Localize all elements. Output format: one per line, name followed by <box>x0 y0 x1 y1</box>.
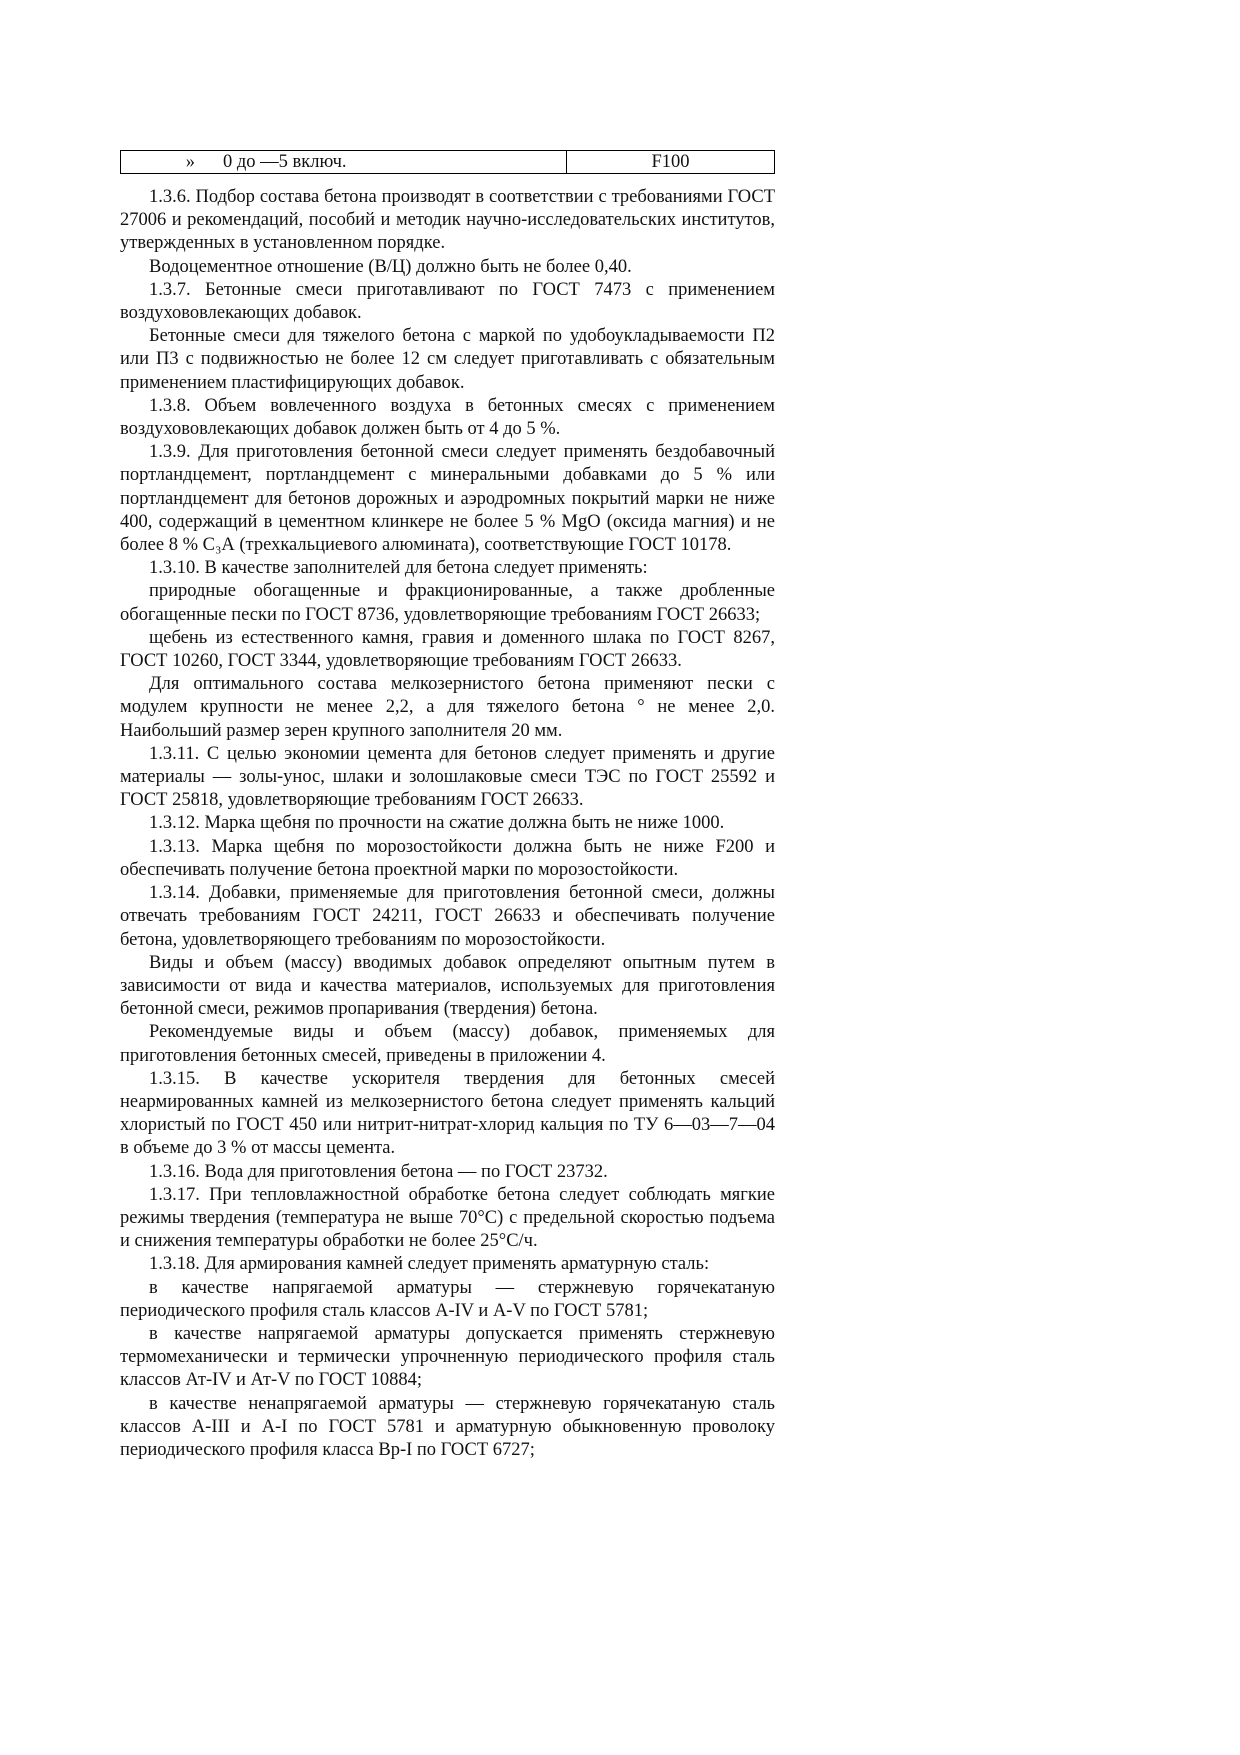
temperature-range-cell <box>121 151 567 174</box>
paragraph: щебень из естественного камня, гравия и доменного шлака по ГОСТ 8267, ГОСТ 10260, ГОСТ 3344, удовлетворяющие требованиям ГОСТ 26633. <box>120 627 775 672</box>
table-row <box>121 151 775 174</box>
paragraph: Рекомендуемые виды и объем (массу) добавок, применяемых для приготовления бетонных смесей, приведены в приложении 4. <box>120 1022 775 1066</box>
paragraph: 1.3.8. Объем вовлеченного воздуха в бетонных смесях с применением воздухововлекающих добавок должен быть от 4 до 5 %. <box>120 395 775 440</box>
paragraph: 1.3.18. Для армирования камней следует применять арматурную сталь: <box>149 1254 710 1275</box>
frost-grade-cell: F100 <box>567 151 775 174</box>
paragraph: 1.3.16. Вода для приготовления бетона — по ГОСТ 23732. <box>149 1161 608 1182</box>
paragraph: в качестве напрягаемой арматуры допускается применять стержневую термомеханически и термически упрочненную периодического профиля сталь классов Ат-IV и Ат-V по ГОСТ 10884; <box>120 1323 775 1391</box>
frost-grade-table <box>120 150 775 174</box>
paragraph: 1.3.14. Добавки, применяемые для приготовления бетонной смеси, должны отвечать требованиям ГОСТ 24211, ГОСТ 26633 и обеспечивать получение бетона, удовлетворяющего требованиям по морозостойкости. <box>120 883 775 950</box>
paragraph: 1.3.6. Подбор состава бетона производят в соответствии с требованиями ГОСТ 27006 и рекомендаций, пособий и методик научно-исследовательских институтов, утвержденных в установленном порядке. <box>120 187 775 254</box>
paragraph: 1.3.9. Для приготовления бетонной смеси следует применять бездобавочный портландцемент, портландцемент с минеральными добавками до 5 % или портландцемент для бетонов дорожных и аэродромных покрытий марки не ниже 400, содержащий в цементном клинкере не более 5 % MgO (оксида магния) и не более 8 % С₃А (трехкальциевого алюмината), соответствующие ГОСТ 10178. <box>120 442 775 556</box>
paragraph: 1.3.11. С целью экономии цемента для бетонов следует применять и другие материалы — золы-унос, шлаки и золошлаковые смеси ТЭС по ГОСТ 25592 и ГОСТ 25818, удовлетворяющие требованиям ГОСТ 26633. <box>120 743 775 811</box>
range-text: 0 до —5 включ. <box>223 151 347 172</box>
paragraph: 1.3.17. При тепловлажностной обработке бетона следует соблюдать мягкие режимы твердения (температура не выше 70°С) с предельной скоростью подъема и снижения температуры обработки не более 25°С/ч. <box>120 1184 775 1252</box>
paragraph: Виды и объем (массу) вводимых добавок определяют опытным путем в зависимости от вида и качества материалов, используемых для приготовления бетонной смеси, режимов пропаривания (твердения) бетона. <box>120 952 775 1020</box>
paragraph: в качестве ненапрягаемой арматуры — стержневую горячекатаную сталь классов А-III и А-I по ГОСТ 5781 и арматурную обыкновенную проволоку периодического профиля класса Вр-I по ГОСТ 6727; <box>120 1393 775 1460</box>
paragraph: 1.3.7. Бетонные смеси приготавливают по ГОСТ 7473 с применением воздухововлекающих добавок. <box>120 279 775 324</box>
paragraph: 1.3.15. В качестве ускорителя твердения для бетонных смесей неармированных камней из мелкозернистого бетона следует применять кальций хлористый по ГОСТ 450 или нитрит-нитрат-хлорид кальция по ТУ 6—03—7—04 в объеме до 3 % от массы цемента. <box>120 1068 775 1159</box>
paragraph: природные обогащенные и фракционированные, а также дробленные обогащенные пески по ГОСТ 8736, удовлетворяющие требованиям ГОСТ 26633; <box>120 581 775 625</box>
paragraph: Бетонные смеси для тяжелого бетона с маркой по удобоукладываемости П2 или П3 с подвижностью не более 12 см следует приготавливать с обязательным применением пластифицирующих добавок. <box>120 326 775 393</box>
paragraph: в качестве напрягаемой арматуры — стержневую горячекатаную периодического профиля сталь классов А-IV и А-V по ГОСТ 5781; <box>120 1277 775 1321</box>
paragraph: Водоцементное отношение (В/Ц) должно быть не более 0,40. <box>149 256 632 277</box>
paragraph: 1.3.12. Марка щебня по прочности на сжатие должна быть не ниже 1000. <box>149 813 725 834</box>
ditto-mark: » <box>185 151 195 172</box>
paragraph: 1.3.10. В качестве заполнителей для бетона следует применять: <box>149 558 648 579</box>
paragraph: Для оптимального состава мелкозернистого бетона применяют пески с модулем крупности не менее 2,2, а для тяжелого бетона ° не менее 2,0. Наибольший размер зерен крупного заполнителя 20 мм. <box>120 674 775 741</box>
paragraph: 1.3.13. Марка щебня по морозостойкости должна быть не ниже F200 и обеспечивать получение бетона проектной марки по морозостойкости. <box>120 836 775 880</box>
document-page <box>120 150 775 1462</box>
